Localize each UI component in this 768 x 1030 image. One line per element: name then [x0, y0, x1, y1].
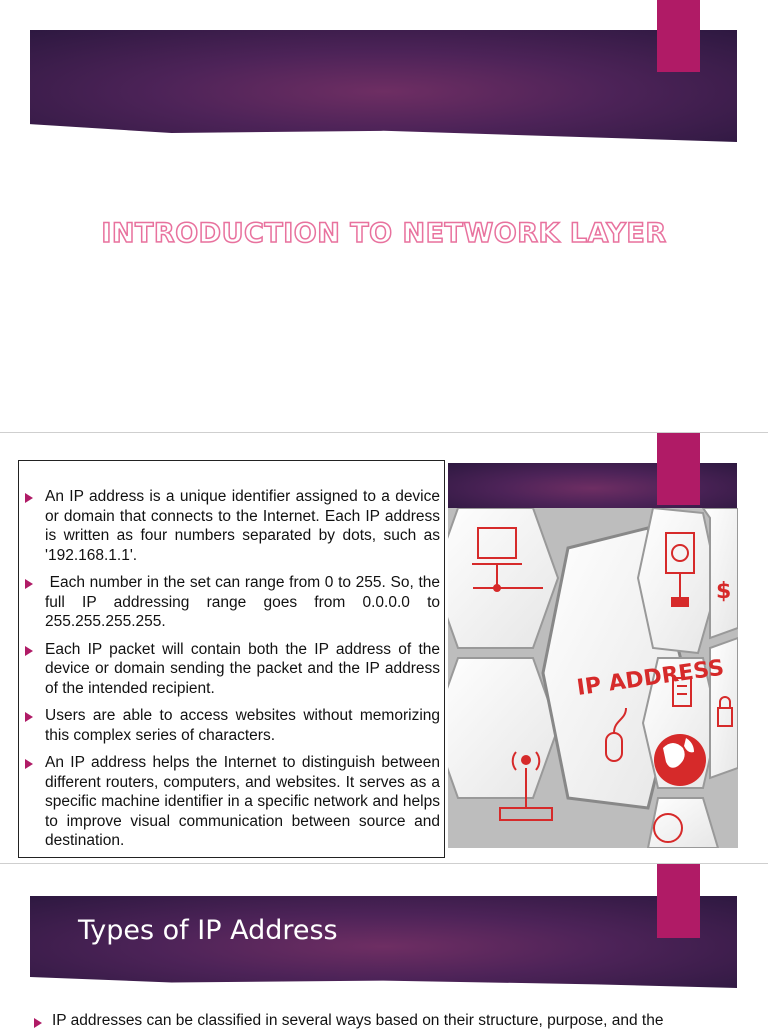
bullet-text: An IP address is a unique identifier assigned to a device or domain that connects to the Internet. Each IP address is written as four numbers separated by dots, such as '192.168.1.1'. — [45, 488, 440, 564]
bullet-textbox — [18, 460, 445, 858]
ip-address-label: IP ADDRESS — [575, 655, 726, 701]
list-item — [25, 487, 440, 565]
accent-tab — [657, 0, 700, 72]
accent-tab — [657, 864, 700, 938]
slide-1 — [0, 0, 768, 432]
hexagon-graphic — [448, 508, 738, 848]
bullet-text: Each IP packet will contain both the IP address of the device or domain sending the packet and the IP address of the intended recipient. — [45, 640, 440, 697]
ip-address-illustration — [448, 508, 738, 848]
accent-tab — [657, 433, 700, 505]
bullet-triangle-icon — [34, 1018, 42, 1028]
section-title: Types of IP Address — [78, 915, 338, 946]
bullet-triangle-icon — [25, 579, 33, 589]
slide-title: INTRODUCTION TO NETWORK LAYER — [101, 218, 667, 249]
globe-icon — [654, 734, 706, 786]
header-band — [30, 30, 737, 142]
bullet-text: Each number in the set can range from 0 to 255. So, the full IP addressing range goes from 0.0.0.0 to 255.255.255.255. — [45, 574, 445, 630]
bullet-text: Users are able to access websites without memorizing this complex series of characters. — [45, 707, 440, 744]
bullet-triangle-icon — [25, 493, 33, 503]
list-item — [25, 753, 440, 851]
bullet-triangle-icon — [25, 712, 33, 722]
bullet-triangle-icon — [25, 759, 33, 769]
dollar-icon — [716, 579, 731, 604]
list-item — [25, 573, 445, 632]
bullet-text: An IP address helps the Internet to distinguish between different routers, computers, and websites. It serves as a specific machine identifier in a specific network and helps to improve visual communication between source and destination. — [45, 754, 440, 849]
svg-text:$: $ — [716, 579, 732, 604]
bullet-triangle-icon — [25, 646, 33, 656]
list-item — [25, 640, 440, 699]
list-item — [25, 706, 440, 745]
bullet-text: IP addresses can be classified in several ways based on their structure, purpose, and the — [52, 1012, 664, 1029]
